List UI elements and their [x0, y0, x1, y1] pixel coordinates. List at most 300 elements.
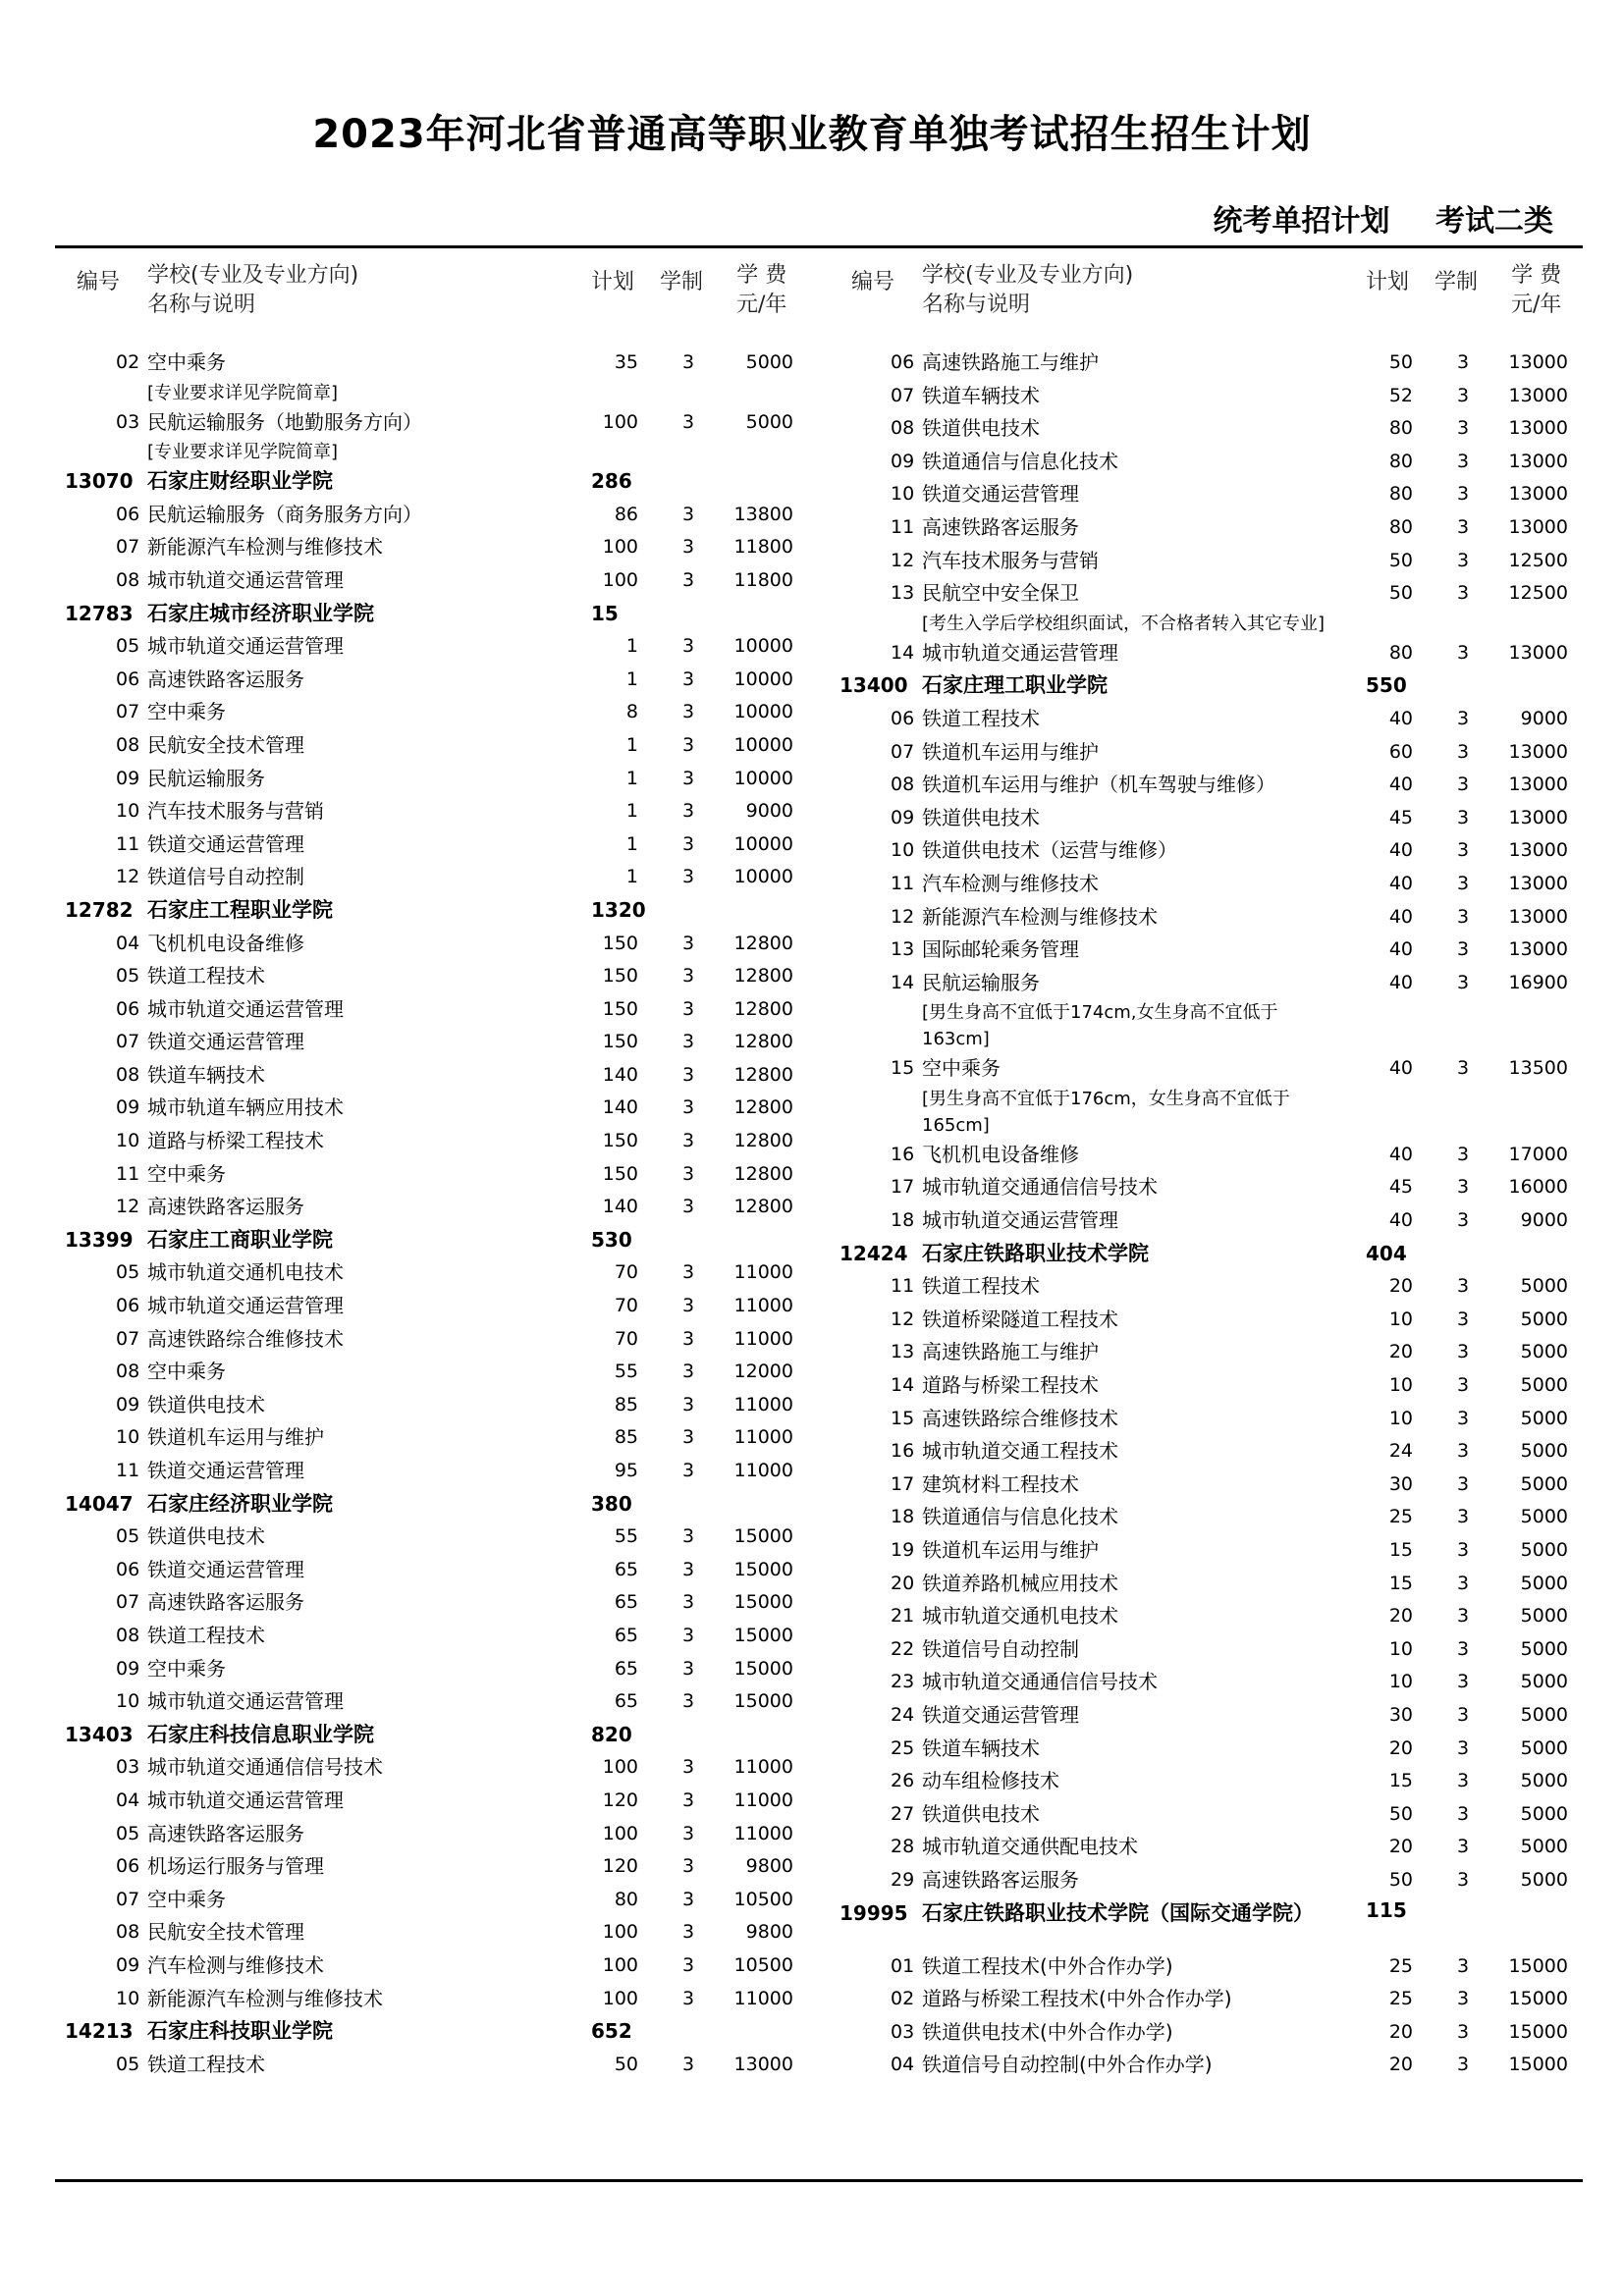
major-name: 建筑材料工程技术: [922, 1471, 1079, 1496]
major-code: 11: [116, 1460, 140, 1481]
major-row: [839, 380, 1586, 413]
major-fee: 5000: [1520, 1802, 1568, 1825]
major-plan: 20: [1388, 1275, 1413, 1298]
major-years: 3: [1456, 1057, 1470, 1080]
major-name: 铁道桥梁隧道工程技术: [922, 1307, 1118, 1331]
major-fee: 15000: [733, 1525, 793, 1548]
major-code: 05: [116, 635, 140, 658]
major-row: [839, 967, 1586, 1000]
school-code: 13399: [65, 1227, 134, 1252]
major-name: 空中乘务: [147, 1656, 226, 1681]
major-fee: 11000: [733, 1426, 793, 1449]
school-name: 石家庄工程职业学院: [147, 897, 333, 922]
major-years: 3: [1456, 1868, 1470, 1891]
major-fee: 15000: [733, 1558, 793, 1580]
major-years: 3: [681, 1591, 695, 1614]
major-fee: 13000: [1508, 938, 1568, 961]
exam-category-label: 考试二类: [1435, 204, 1553, 239]
major-plan: 50: [1388, 582, 1413, 605]
major-note-text: [专业要求详见学院简章]: [147, 442, 339, 463]
major-plan: 10: [1388, 1308, 1413, 1330]
major-plan: 40: [1388, 1143, 1413, 1165]
major-years: 3: [1456, 1209, 1470, 1232]
major-plan: 65: [614, 1558, 638, 1580]
major-code: 22: [891, 1637, 915, 1660]
major-years: 3: [681, 1327, 695, 1350]
major-years: 3: [1456, 483, 1470, 506]
major-row: [65, 696, 821, 729]
major-plan: 1: [625, 767, 638, 789]
major-code: 15: [891, 1407, 915, 1429]
major-years: 3: [1456, 971, 1470, 993]
school-plan-total: 652: [591, 2019, 632, 2044]
major-note-text: [男生身高不宜低于174cm,女生身高不宜低于163cm]: [922, 1002, 1278, 1050]
school-row: [65, 1224, 821, 1257]
major-name: 铁道工程技术: [147, 1623, 265, 1647]
major-fee: 9000: [1520, 707, 1568, 729]
major-fee: 5000: [1520, 1275, 1568, 1298]
major-name: 机场运行服务与管理: [147, 1854, 324, 1879]
major-name: 城市轨道交通运营管理: [922, 1208, 1118, 1233]
major-fee: 13000: [1508, 774, 1568, 796]
major-plan: 50: [1388, 549, 1413, 571]
major-fee: 11000: [733, 1393, 793, 1415]
major-row: [839, 2016, 1586, 2050]
major-plan: 150: [602, 932, 638, 954]
major-years: 3: [681, 1558, 695, 1580]
major-plan: 15: [1388, 1572, 1413, 1594]
major-name: 铁道工程技术: [922, 1274, 1040, 1299]
major-fee: 11800: [733, 568, 793, 591]
major-code: 02: [891, 1988, 915, 2010]
major-code: 10: [116, 800, 140, 823]
major-name: 铁道工程技术: [147, 964, 265, 988]
header-fee-line1: 学 费: [736, 263, 787, 288]
major-code: 18: [891, 1506, 915, 1528]
major-fee: 10000: [733, 832, 793, 855]
major-plan: 80: [614, 1888, 638, 1910]
major-code: 11: [116, 1162, 140, 1185]
major-note-text: [专业要求详见学院简章]: [147, 382, 339, 403]
major-plan: 100: [602, 1921, 638, 1944]
major-plan: 20: [1388, 2020, 1413, 2043]
major-code: 04: [116, 1789, 140, 1811]
major-row: [839, 1052, 1586, 1086]
major-fee: 5000: [1520, 1605, 1568, 1628]
major-fee: 5000: [1520, 1308, 1568, 1330]
major-fee: 13000: [1508, 483, 1568, 506]
major-years: 3: [1456, 938, 1470, 961]
column-header: [65, 253, 821, 347]
major-years: 3: [1456, 1308, 1470, 1330]
header-code: 编号: [77, 270, 121, 294]
major-row: [839, 1983, 1586, 2016]
major-note: [65, 439, 821, 465]
major-name: 城市轨道交通运营管理: [147, 1788, 344, 1812]
major-row: [839, 1270, 1586, 1304]
major-years: 3: [681, 1888, 695, 1910]
major-code: 25: [891, 1736, 915, 1759]
major-name: 城市轨道交通机电技术: [922, 1604, 1118, 1629]
major-name: 铁道车辆技术: [147, 1062, 265, 1087]
major-years: 3: [1456, 1374, 1470, 1397]
major-name: 城市轨道交通运营管理: [147, 567, 344, 592]
major-name: 铁道供电技术: [922, 1801, 1040, 1826]
major-name: 民航运输服务: [147, 766, 265, 790]
school-row: [65, 598, 821, 631]
major-code: 18: [891, 1209, 915, 1232]
major-row: [65, 1125, 821, 1158]
major-code: 17: [891, 1472, 915, 1495]
major-name: 新能源汽车检测与维修技术: [147, 535, 383, 560]
major-plan: 20: [1388, 1736, 1413, 1759]
major-row: [839, 347, 1586, 380]
major-plan: 100: [602, 568, 638, 591]
major-row: [839, 1864, 1586, 1897]
major-plan: 40: [1388, 707, 1413, 729]
major-plan: 1: [625, 800, 638, 823]
major-plan: 150: [602, 1162, 638, 1185]
major-note: [839, 999, 1586, 1052]
major-code: 14: [891, 971, 915, 993]
school-name: 石家庄工商职业学院: [147, 1227, 333, 1252]
major-years: 3: [1456, 1572, 1470, 1594]
major-row: [65, 1653, 821, 1686]
major-row: [65, 795, 821, 828]
major-fee: 13000: [1508, 641, 1568, 664]
major-code: 06: [116, 1855, 140, 1878]
major-name: 城市轨道交通供配电技术: [922, 1835, 1138, 1859]
major-fee: 9800: [745, 1921, 793, 1944]
major-row: [65, 1884, 821, 1917]
major-row: [65, 960, 821, 993]
major-name: 高速铁路施工与维护: [922, 350, 1099, 374]
major-years: 3: [681, 410, 695, 433]
major-row: [839, 703, 1586, 736]
major-code: 10: [116, 1690, 140, 1713]
major-row: [839, 1950, 1586, 1984]
school-code: 13403: [65, 1722, 134, 1746]
major-name: 高速铁路客运服务: [147, 1590, 304, 1615]
major-fee: 12800: [733, 965, 793, 988]
major-code: 10: [116, 1130, 140, 1152]
major-plan: 140: [602, 1063, 638, 1086]
major-row: [839, 1633, 1586, 1667]
major-row: [65, 1850, 821, 1884]
school-name: 石家庄科技信息职业学院: [147, 1722, 374, 1746]
major-years: 3: [681, 667, 695, 690]
major-years: 3: [1456, 1539, 1470, 1561]
major-years: 3: [681, 1393, 695, 1415]
major-years: 3: [1456, 1988, 1470, 2010]
major-years: 3: [681, 733, 695, 756]
major-note-text: [男生身高不宜低于176cm，女生身高不宜低于165cm]: [922, 1088, 1290, 1136]
major-plan: 1: [625, 635, 638, 658]
major-row: [839, 901, 1586, 934]
major-row: [839, 1534, 1586, 1568]
major-row: [839, 1600, 1586, 1633]
major-row: [65, 1092, 821, 1125]
header-fee: [1511, 261, 1561, 320]
major-years: 3: [1456, 351, 1470, 373]
major-name: 铁道机车运用与维护（机车驾驶与维修）: [922, 773, 1275, 797]
major-years: 3: [681, 1460, 695, 1481]
major-row: [839, 868, 1586, 901]
bottom-rule: [55, 2179, 1583, 2182]
major-years: 3: [1456, 1836, 1470, 1858]
major-note: [839, 611, 1586, 637]
major-years: 3: [1456, 582, 1470, 605]
school-plan-total: 404: [1366, 1241, 1407, 1265]
major-years: 3: [681, 1196, 695, 1218]
major-fee: 11000: [733, 1987, 793, 2009]
major-code: 07: [116, 1888, 140, 1910]
major-code: 12: [891, 549, 915, 571]
subtitle: [1214, 196, 1553, 240]
major-name: 高速铁路施工与维护: [922, 1340, 1099, 1364]
major-plan: 40: [1388, 938, 1413, 961]
major-fee: 5000: [1520, 1736, 1568, 1759]
major-name: 高速铁路客运服务: [147, 1821, 304, 1845]
major-plan: 140: [602, 1096, 638, 1119]
major-plan: 55: [614, 1361, 638, 1383]
major-plan: 15: [1388, 1539, 1413, 1561]
page-title: 2023年河北省普通高等职业教育单独考试招生招生计划: [312, 112, 1312, 157]
major-years: 3: [681, 1162, 695, 1185]
major-name: 城市轨道交通机电技术: [147, 1260, 344, 1285]
major-fee: 13000: [1508, 515, 1568, 538]
major-fee: 12000: [733, 1361, 793, 1383]
major-name: 铁道机车运用与维护: [922, 739, 1099, 764]
major-row: [839, 934, 1586, 967]
major-years: 3: [681, 866, 695, 888]
school-code: 12782: [65, 897, 134, 922]
school-name: 石家庄经济职业学院: [147, 1491, 333, 1516]
school-row: [65, 894, 821, 928]
major-plan: 25: [1388, 1506, 1413, 1528]
major-code: 26: [891, 1770, 915, 1792]
major-name: 铁道机车运用与维护: [147, 1425, 324, 1450]
major-row: [65, 1026, 821, 1059]
school-plan-total: 286: [591, 469, 632, 494]
major-name: 城市轨道车辆应用技术: [147, 1095, 344, 1120]
major-code: 17: [891, 1176, 915, 1199]
major-row: [65, 1421, 821, 1455]
major-row: [839, 1204, 1586, 1238]
major-years: 3: [1456, 806, 1470, 828]
major-name: 铁道交通运营管理: [922, 482, 1079, 507]
major-row: [839, 1733, 1586, 1766]
major-fee: 5000: [1520, 1472, 1568, 1495]
major-code: 03: [116, 1756, 140, 1779]
major-fee: 12800: [733, 1196, 793, 1218]
major-fee: 10500: [733, 1953, 793, 1976]
major-name: 新能源汽车检测与维修技术: [147, 1986, 383, 2010]
major-name: 高速铁路综合维修技术: [147, 1326, 344, 1351]
major-code: 06: [891, 351, 915, 373]
major-code: 24: [891, 1703, 915, 1726]
major-plan: 40: [1388, 905, 1413, 928]
major-code: 08: [116, 1921, 140, 1944]
major-name: 空中乘务: [147, 700, 226, 724]
right-table-body: [839, 347, 1586, 2082]
major-row: [839, 1765, 1586, 1798]
header-years: 学制: [1435, 270, 1479, 294]
major-years: 3: [1456, 1671, 1470, 1693]
major-fee: 12800: [733, 932, 793, 954]
major-fee: 15000: [733, 1624, 793, 1646]
major-years: 3: [1456, 384, 1470, 406]
major-years: 3: [1456, 450, 1470, 472]
major-plan: 150: [602, 1031, 638, 1053]
major-name: 铁道交通运营管理: [922, 1702, 1079, 1727]
major-fee: 15000: [1508, 2054, 1568, 2076]
major-fee: 13000: [1508, 351, 1568, 373]
major-code: 05: [116, 965, 140, 988]
major-plan: 80: [1388, 450, 1413, 472]
major-row: [65, 564, 821, 598]
major-row: [65, 531, 821, 564]
major-name: 动车组检修技术: [922, 1769, 1059, 1793]
major-row: [65, 1554, 821, 1587]
major-name: 国际邮轮乘务管理: [922, 937, 1079, 962]
major-code: 09: [891, 806, 915, 828]
major-row: [839, 412, 1586, 446]
major-name: 飞机机电设备维修: [147, 931, 304, 955]
major-fee: 13000: [1508, 839, 1568, 862]
major-code: 07: [116, 701, 140, 723]
major-plan: 30: [1388, 1703, 1413, 1726]
major-plan: 1: [625, 667, 638, 690]
major-years: 3: [681, 1921, 695, 1944]
major-name: 高速铁路客运服务: [147, 667, 304, 691]
major-fee: 13500: [1508, 1057, 1568, 1080]
major-name: 城市轨道交通通信信号技术: [147, 1755, 383, 1780]
major-fee: 11000: [733, 1327, 793, 1350]
major-fee: 5000: [1520, 1836, 1568, 1858]
major-row: [65, 1158, 821, 1192]
header-fee-line1: 学 费: [1511, 263, 1562, 288]
major-code: 29: [891, 1868, 915, 1891]
major-name: 铁道信号自动控制: [922, 1636, 1079, 1661]
major-fee: 11800: [733, 536, 793, 559]
major-fee: 13000: [1508, 740, 1568, 763]
header-years: 学制: [660, 270, 704, 294]
major-plan: 40: [1388, 774, 1413, 796]
major-row: [65, 1620, 821, 1653]
major-years: 3: [1456, 1802, 1470, 1825]
major-fee: 16900: [1508, 971, 1568, 993]
major-row: [65, 1389, 821, 1422]
major-name: 城市轨道交通工程技术: [922, 1439, 1118, 1464]
major-name: 民航运输服务（地勤服务方向）: [147, 409, 422, 434]
major-code: 10: [891, 839, 915, 862]
major-fee: 13000: [1508, 417, 1568, 440]
school-row: [839, 1238, 1586, 1271]
major-plan: 40: [1388, 971, 1413, 993]
major-years: 3: [1456, 549, 1470, 571]
major-code: 04: [891, 2054, 915, 2076]
major-row: [65, 1785, 821, 1818]
major-row: [65, 1059, 821, 1093]
major-fee: 17000: [1508, 1143, 1568, 1165]
major-code: 12: [116, 866, 140, 888]
major-code: 07: [891, 384, 915, 406]
major-years: 3: [1456, 1341, 1470, 1363]
major-code: 08: [116, 1624, 140, 1646]
major-years: 3: [1456, 2020, 1470, 2043]
major-years: 3: [681, 1624, 695, 1646]
major-plan: 65: [614, 1624, 638, 1646]
major-fee: 10000: [733, 733, 793, 756]
major-row: [65, 1191, 821, 1224]
major-name: 空中乘务: [147, 1161, 226, 1186]
major-row: [65, 406, 821, 440]
major-row: [839, 1139, 1586, 1172]
major-plan: 40: [1388, 872, 1413, 894]
major-row: [839, 802, 1586, 835]
header-name-line1: 学校(专业及专业方向): [147, 263, 359, 288]
major-plan: 95: [614, 1460, 638, 1481]
major-code: 05: [116, 1261, 140, 1284]
major-name: 铁道供电技术: [147, 1524, 265, 1549]
major-fee: 5000: [1520, 1637, 1568, 1660]
major-years: 3: [681, 568, 695, 591]
major-code: 21: [891, 1605, 915, 1628]
school-code: 12783: [65, 601, 134, 625]
major-name: 铁道供电技术: [922, 416, 1040, 441]
header-plan: 计划: [1366, 270, 1410, 294]
major-fee: 15000: [1508, 2020, 1568, 2043]
major-years: 3: [681, 1096, 695, 1119]
major-plan: 45: [1388, 806, 1413, 828]
major-plan: 24: [1388, 1440, 1413, 1463]
major-row: [65, 1290, 821, 1323]
major-name: 民航空中安全保卫: [922, 581, 1079, 606]
major-plan: 52: [1388, 384, 1413, 406]
major-code: 09: [116, 767, 140, 789]
major-row: [65, 347, 821, 380]
major-plan: 50: [1388, 1868, 1413, 1891]
major-code: 09: [116, 1953, 140, 1976]
major-years: 3: [1456, 1275, 1470, 1298]
school-plan-total: 15: [591, 601, 619, 625]
major-row: [839, 1435, 1586, 1468]
major-code: 15: [891, 1057, 915, 1080]
major-code: 10: [116, 1426, 140, 1449]
major-years: 3: [681, 1361, 695, 1383]
major-fee: 5000: [1520, 1868, 1568, 1891]
major-name: 民航运输服务: [922, 970, 1040, 994]
major-name: 民航安全技术管理: [147, 732, 304, 757]
major-years: 3: [1456, 1954, 1470, 1977]
major-fee: 5000: [1520, 1374, 1568, 1397]
major-code: 13: [891, 938, 915, 961]
major-years: 3: [1456, 1440, 1470, 1463]
major-name: 城市轨道交通运营管理: [922, 640, 1118, 665]
major-code: 07: [116, 1327, 140, 1350]
major-code: 11: [891, 1275, 915, 1298]
major-code: 10: [116, 1987, 140, 2009]
top-rule: [55, 245, 1583, 248]
major-row: [839, 577, 1586, 611]
major-row: [839, 2049, 1586, 2082]
major-code: 07: [891, 740, 915, 763]
major-plan: 40: [1388, 1057, 1413, 1080]
major-row: [839, 478, 1586, 511]
major-code: 19: [891, 1539, 915, 1561]
major-code: 12: [891, 905, 915, 928]
